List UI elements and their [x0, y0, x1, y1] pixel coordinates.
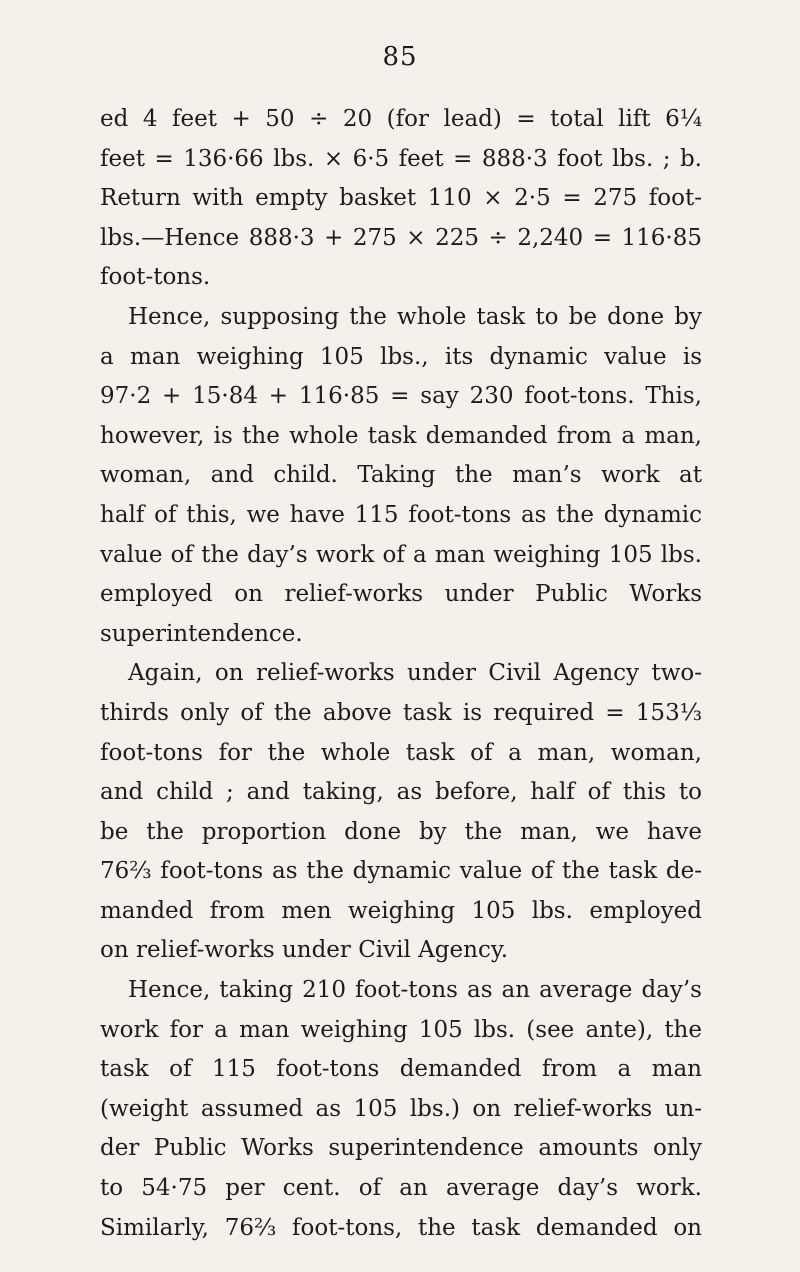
- text-line: value of the day’s work of a man weighing 105 lbs.: [100, 541, 702, 568]
- text-line: work for a man weighing 105 lbs. (see ante), the: [100, 1016, 702, 1043]
- text-line: however, is the whole task demanded from a man,: [100, 422, 702, 449]
- text-line: foot-tons for the whole task of a man, woman,: [100, 739, 702, 766]
- text-line: thirds only of the above task is required = 153⅓: [100, 699, 702, 726]
- text-line: der Public Works superintendence amounts only: [100, 1135, 702, 1162]
- text-line: be the proportion done by the man, we have: [100, 818, 702, 845]
- text-line: foot-tons.: [100, 264, 211, 291]
- text-line: feet = 136·66 lbs. × 6·5 feet = 888·3 foot lbs. ; b.: [100, 145, 702, 172]
- text-line: woman, and child. Taking the man’s work at: [100, 462, 702, 489]
- text-line: manded from men weighing 105 lbs. employed: [100, 897, 702, 924]
- text-line: on relief-works under Civil Agency.: [100, 937, 509, 964]
- text-line: Return with empty basket 110 × 2·5 = 275 foot-: [100, 185, 702, 212]
- body-text: [100, 100, 702, 1248]
- text-line: 97·2 + 15·84 + 116·85 = say 230 foot-tons. This,: [100, 383, 702, 410]
- text-line: lbs.—Hence 888·3 + 275 × 225 ÷ 2,240 = 116·85: [100, 224, 702, 251]
- text-line: employed on relief-works under Public Works: [100, 581, 702, 608]
- text-line: ed 4 feet + 50 ÷ 20 (for lead) = total lift 6¼: [100, 106, 702, 132]
- text-line: Similarly, 76⅔ foot-tons, the task demanded on: [100, 1214, 702, 1241]
- text-line: to 54·75 per cent. of an average day’s work.: [100, 1175, 702, 1202]
- text-line: Again, on relief-works under Civil Agency two-: [128, 660, 702, 687]
- text-line: and child ; and taking, as before, half of this to: [100, 779, 702, 806]
- text-line: a man weighing 105 lbs., its dynamic value is: [100, 343, 702, 370]
- text-line: 76⅔ foot-tons as the dynamic value of the task de-: [100, 858, 702, 885]
- text-line: Hence, supposing the whole task to be done by: [128, 303, 702, 330]
- page-number: 85: [382, 42, 418, 72]
- text-line: Hence, taking 210 foot-tons as an average day’s: [128, 977, 702, 1004]
- text-line: task of 115 foot-tons demanded from a man: [100, 1056, 702, 1083]
- text-line: superintendence.: [100, 620, 303, 647]
- text-line: (weight assumed as 105 lbs.) on relief-works un-: [100, 1095, 702, 1122]
- text-line: half of this, we have 115 foot-tons as the dynamic: [100, 501, 702, 528]
